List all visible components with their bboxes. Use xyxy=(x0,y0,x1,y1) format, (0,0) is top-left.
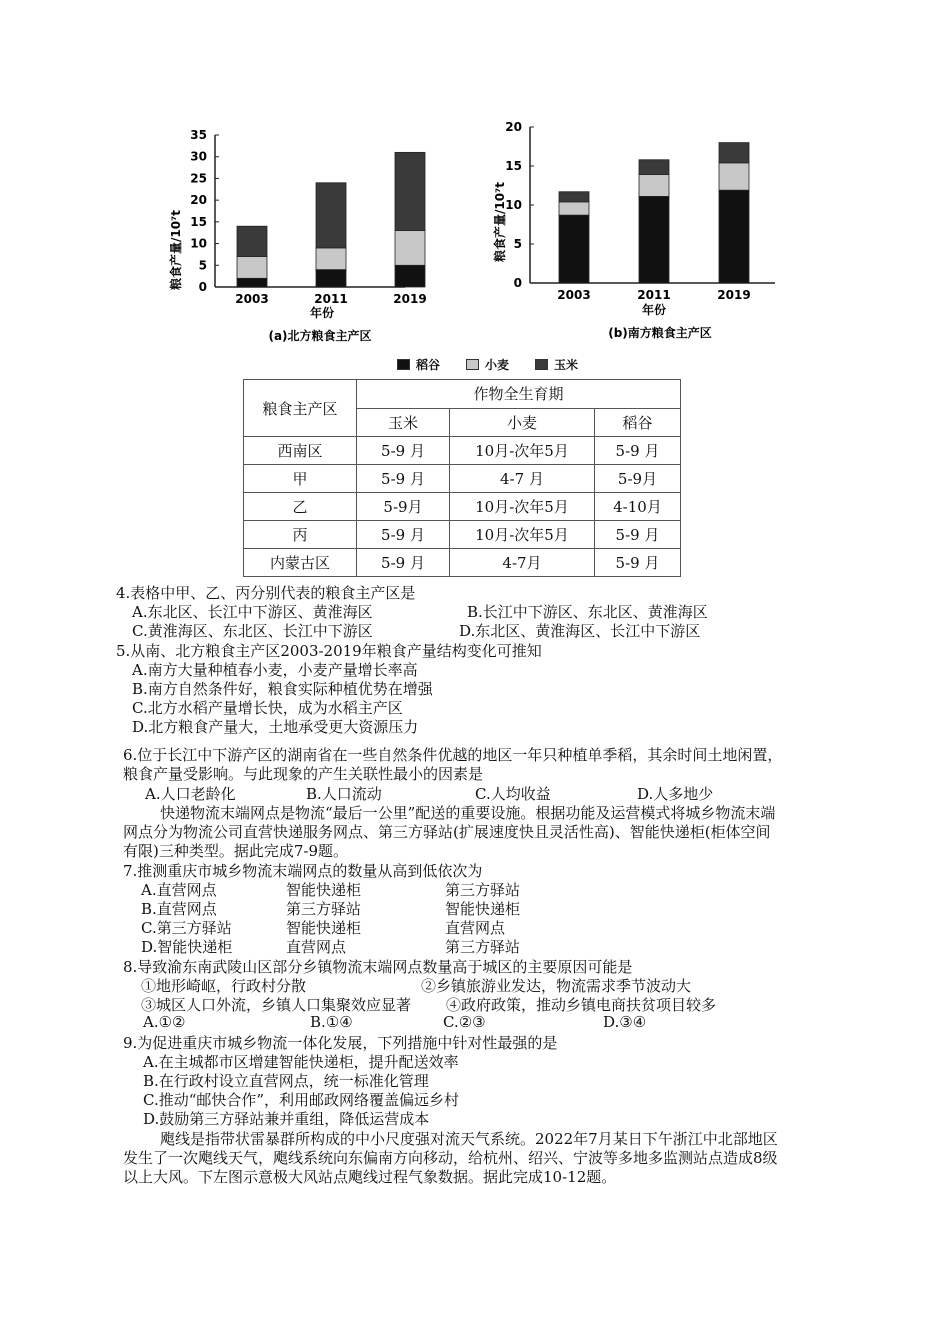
legend-swatch-rice xyxy=(397,359,410,370)
q9-option-c: C.推动“邮快合作”，利用邮政网络覆盖偏远乡村 xyxy=(143,1091,460,1109)
south-y-tick-label: 15 xyxy=(505,159,522,173)
q7-option-d-3: 第三方驿站 xyxy=(445,938,521,956)
south-x-tick-label: 2019 xyxy=(717,288,751,302)
q7-option-c-2: 智能快递柜 xyxy=(286,919,362,937)
legend-label-rice: 稻谷 xyxy=(416,358,441,372)
legend-swatch-corn xyxy=(535,359,548,370)
north-bar-2019-0 xyxy=(395,265,425,287)
south-y-tick-label: 0 xyxy=(513,276,522,290)
q4-stem: 4.表格中甲、乙、丙分别代表的粮食主产区是 xyxy=(116,584,416,602)
south-bar-2019-0 xyxy=(719,190,749,283)
q8-option-b: B.①④ xyxy=(310,1013,353,1031)
table-row-header: 粮食主产区 xyxy=(244,380,357,437)
south-y-tick-label: 10 xyxy=(505,198,522,212)
q6-option-a: A.人口老龄化 xyxy=(145,785,236,803)
chart-south xyxy=(490,112,790,347)
q8-item-4: ④政府政策，推动乡镇电商扶贫项目较多 xyxy=(446,996,717,1014)
q7-option-d-2: 直营网点 xyxy=(286,938,347,956)
chart-north-ylabel: 粮食产量/10⁷t xyxy=(169,209,183,291)
chart-south-caption: (b)南方粮食主产区 xyxy=(608,326,712,340)
north-bar-2011-0 xyxy=(316,270,346,287)
north-bar-2011-1 xyxy=(316,248,346,270)
q7-option-a-1: A.直营网点 xyxy=(141,881,217,899)
south-bar-2019-2 xyxy=(719,143,749,163)
north-x-tick-label: 2019 xyxy=(393,292,427,306)
south-bar-2011-0 xyxy=(639,196,669,283)
table-row xyxy=(244,465,681,493)
north-bar-2003-2 xyxy=(237,226,267,256)
legend-label-corn: 玉米 xyxy=(554,358,579,372)
q7-option-d-1: D.智能快递柜 xyxy=(141,938,233,956)
north-y-tick-label: 30 xyxy=(190,149,207,164)
q8-item-3: ③城区人口外流，乡镇人口集聚效应显著 xyxy=(141,996,412,1014)
intro-7-9-line1: 快递物流末端网点是物流“最后一公里”配送的重要设施。根据功能及运营模式将城乡物流末端 xyxy=(160,804,776,822)
q7-option-a-3: 第三方驿站 xyxy=(445,881,521,899)
table-cell: 甲 xyxy=(244,465,357,493)
table-group-header: 作物全生育期 xyxy=(357,380,681,409)
intro-7-9-line3: 有限)三种类型。据此完成7-9题。 xyxy=(123,842,349,860)
q5-option-c: C.北方水稻产量增长快，成为水稻主产区 xyxy=(132,699,403,717)
table-cell: 4-7月 xyxy=(450,549,595,577)
table-cell: 5-9月 xyxy=(357,493,450,521)
q8-option-d: D.③④ xyxy=(603,1013,647,1031)
south-bar-2019-1 xyxy=(719,163,749,190)
table-cell: 乙 xyxy=(244,493,357,521)
table-cell: 5-9 月 xyxy=(595,549,681,577)
table-cell: 5-9 月 xyxy=(357,549,450,577)
q8-item-1: ①地形崎岖，行政村分散 xyxy=(141,977,307,995)
north-y-tick-label: 20 xyxy=(190,193,207,208)
q7-option-b-1: B.直营网点 xyxy=(141,900,217,918)
table-cell: 5-9 月 xyxy=(357,437,450,465)
q5-option-b: B.南方自然条件好，粮食实际种植优势在增强 xyxy=(132,680,433,698)
q8-stem: 8.导致渝东南武陵山区部分乡镇物流末端网点数量高于城区的主要原因可能是 xyxy=(123,958,633,976)
north-y-tick-label: 0 xyxy=(198,280,207,294)
table-cell: 10月-次年5月 xyxy=(450,521,595,549)
south-bar-2003-1 xyxy=(559,202,589,215)
table-row xyxy=(244,549,681,577)
table-cell: 内蒙古区 xyxy=(244,549,357,577)
q7-option-c-1: C.第三方驿站 xyxy=(141,919,232,937)
table-column-header: 稻谷 xyxy=(595,408,681,437)
south-bar-2011-1 xyxy=(639,175,669,197)
q5-stem: 5.从南、北方粮食主产区2003-2019年粮食产量结构变化可推知 xyxy=(116,642,542,660)
table-row xyxy=(244,521,681,549)
table-cell: 10月-次年5月 xyxy=(450,437,595,465)
north-y-tick-label: 15 xyxy=(190,214,207,229)
table-cell: 5-9月 xyxy=(595,465,681,493)
north-bar-2003-0 xyxy=(237,278,267,287)
q9-option-a: A.在主城都市区增建智能快递柜，提升配送效率 xyxy=(143,1053,459,1071)
north-bar-2019-2 xyxy=(395,152,425,230)
q6-option-c: C.人均收益 xyxy=(475,785,551,803)
north-y-tick-label: 35 xyxy=(190,128,207,142)
q8-item-2: ②乡镇旅游业发达，物流需求季节波动大 xyxy=(421,977,692,995)
north-x-tick-label: 2011 xyxy=(314,292,348,306)
q6-stem-line1: 6.位于长江中下游产区的湖南省在一些自然条件优越的地区一年只种植单季稻，其余时间土地闲置， xyxy=(123,746,783,764)
chart-north-xlabel: 年份 xyxy=(309,306,335,320)
legend-label-wheat: 小麦 xyxy=(485,358,510,372)
chart-south-xlabel: 年份 xyxy=(641,303,667,317)
q4-option-b: B.长江中下游区、东北区、黄淮海区 xyxy=(467,603,708,621)
q4-option-c: C.黄淮海区、东北区、长江中下游区 xyxy=(132,622,373,640)
table-row xyxy=(244,437,681,465)
q8-option-c: C.②③ xyxy=(443,1013,486,1031)
north-y-tick-label: 5 xyxy=(198,258,207,273)
q7-option-b-3: 智能快递柜 xyxy=(445,900,521,918)
north-y-tick-label: 10 xyxy=(190,236,207,251)
table-cell: 10月-次年5月 xyxy=(450,493,595,521)
table-cell: 5-9 月 xyxy=(357,521,450,549)
intro-7-9-line2: 网点分为物流公司直营快递服务网点、第三方驿站(扩展速度快且灵活性高)、智能快递柜(柜体空间 xyxy=(123,823,771,841)
south-y-tick-label: 5 xyxy=(513,237,522,251)
table-column-header: 小麦 xyxy=(450,408,595,437)
legend-swatch-wheat xyxy=(466,359,479,370)
table-column-header: 玉米 xyxy=(357,408,450,437)
q7-option-a-2: 智能快递柜 xyxy=(286,881,362,899)
south-bar-2011-2 xyxy=(639,160,669,175)
intro-10-12-line1: 飑线是指带状雷暴群所构成的中小尺度强对流天气系统。2022年7月某日下午浙江中北部地区 xyxy=(160,1130,778,1148)
q5-option-a: A.南方大量种植春小麦，小麦产量增长率高 xyxy=(132,661,418,679)
q4-option-a: A.东北区、长江中下游区、黄淮海区 xyxy=(132,603,373,621)
q9-stem: 9.为促进重庆市城乡物流一体化发展，下列措施中针对性最强的是 xyxy=(123,1034,558,1052)
q7-stem: 7.推测重庆市城乡物流末端网点的数量从高到低依次为 xyxy=(123,862,483,880)
south-x-tick-label: 2011 xyxy=(637,288,671,302)
north-bar-2003-1 xyxy=(237,257,267,279)
q6-option-b: B.人口流动 xyxy=(306,785,382,803)
chart-south-ylabel: 粮食产量/10⁷t xyxy=(493,181,507,263)
north-bar-2019-1 xyxy=(395,231,425,266)
table-row xyxy=(244,493,681,521)
chart-legend xyxy=(397,356,578,373)
south-x-tick-label: 2003 xyxy=(557,288,591,302)
q4-option-d: D.东北区、黄淮海区、长江中下游区 xyxy=(459,622,701,640)
table-cell: 西南区 xyxy=(244,437,357,465)
q9-option-d: D.鼓励第三方驿站兼并重组，降低运营成本 xyxy=(143,1110,430,1128)
q6-option-d: D.人多地少 xyxy=(637,785,714,803)
crop-period-table xyxy=(243,379,681,577)
chart-north xyxy=(160,115,460,350)
legend-item-wheat xyxy=(466,356,509,373)
table-cell: 5-9 月 xyxy=(595,521,681,549)
chart-north-caption: (a)北方粮食主产区 xyxy=(268,329,372,343)
south-bar-2003-0 xyxy=(559,215,589,283)
table-cell: 4-7 月 xyxy=(450,465,595,493)
north-x-tick-label: 2003 xyxy=(235,292,269,306)
q8-option-a: A.①② xyxy=(143,1013,186,1031)
table-cell: 丙 xyxy=(244,521,357,549)
q9-option-b: B.在行政村设立直营网点，统一标准化管理 xyxy=(143,1072,429,1090)
south-bar-2003-2 xyxy=(559,192,589,202)
intro-10-12-line2: 发生了一次飑线天气，飑线系统向东偏南方向移动，给杭州、绍兴、宁波等多地多监测站点造成8级 xyxy=(123,1149,778,1167)
north-bar-2011-2 xyxy=(316,183,346,248)
q6-stem-line2: 粮食产量受影响。与此现象的产生关联性最小的因素是 xyxy=(123,765,484,783)
table-header-row xyxy=(244,380,681,409)
south-y-tick-label: 20 xyxy=(505,120,522,134)
legend-item-rice xyxy=(397,356,440,373)
q5-option-d: D.北方粮食产量大，土地承受更大资源压力 xyxy=(132,718,419,736)
table-cell: 4-10月 xyxy=(595,493,681,521)
legend-item-corn xyxy=(535,356,578,373)
q7-option-c-3: 直营网点 xyxy=(445,919,506,937)
intro-10-12-line3: 以上大风。下左图示意极大风站点飑线过程气象数据。据此完成10-12题。 xyxy=(123,1168,617,1186)
table-cell: 5-9 月 xyxy=(357,465,450,493)
north-y-tick-label: 25 xyxy=(190,171,207,186)
table-cell: 5-9 月 xyxy=(595,437,681,465)
q7-option-b-2: 第三方驿站 xyxy=(286,900,362,918)
